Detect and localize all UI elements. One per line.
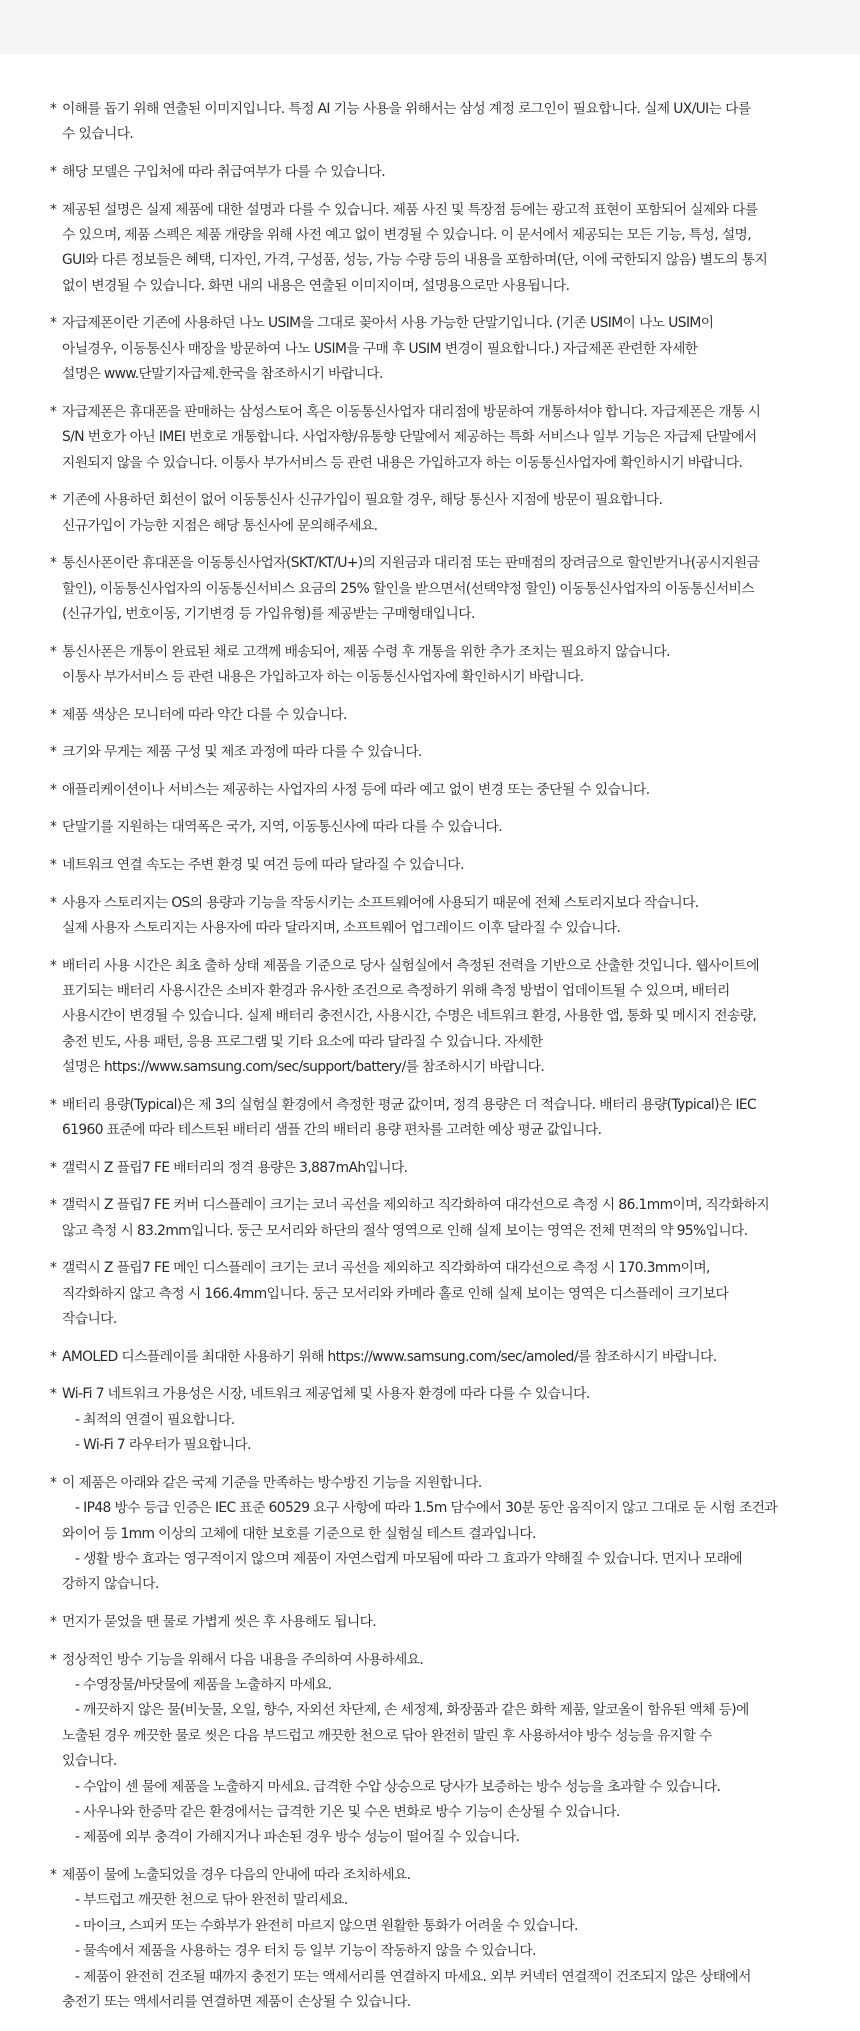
disclaimer-sub-item: - 깨끗하지 않은 물(비눗물, 오일, 향수, 자외선 차단제, 손 세정제, 화장품과 같은 화학 제품, 알코올이 함유된 액체 등)에 (75, 1702, 749, 1719)
disclaimer-note (0, 703, 860, 728)
disclaimer-line: * 제공된 설명은 실제 제품에 대한 설명과 다를 수 있습니다. 제품 사진 및 특장점 등에는 광고적 표현이 포함되어 실제와 다를 (62, 201, 758, 218)
disclaimer-line: 실제 사용자 스토리지는 사용자에 따라 달라지며, 소프트웨어 업그레이드 이후 달라질 수 있습니다. (62, 920, 621, 936)
disclaimer-note (0, 1863, 860, 2015)
disclaimer-line: 사용시간이 변경될 수 있습니다. 실제 배터리 충전시간, 사용시간, 수명은 네트워크 환경, 사용한 앱, 통화 및 메시지 전송량, (62, 1008, 757, 1025)
disclaimer-note (0, 160, 860, 185)
disclaimer-note (0, 1093, 860, 1144)
disclaimer-sub-item: - Wi-Fi 7 라우터가 필요합니다. (75, 1437, 251, 1454)
disclaimer-line: * 자급제폰은 휴대폰을 판매하는 삼성스토어 혹은 이동통신사업자 대리점에 방문하여 개통하셔야 합니다. 자급제폰은 개통 시 (62, 403, 761, 420)
disclaimer-line: 작습니다. (62, 1311, 117, 1328)
disclaimer-line: * 애플리케이션이나 서비스는 제공하는 사업자의 사정 등에 따라 예고 없이 변경 또는 중단될 수 있습니다. (62, 781, 650, 798)
disclaimer-line: * 통신사폰이란 휴대폰을 이동통신사업자(SKT/KT/U+)의 지원금과 대리점 또는 판매점의 장려금으로 할인받거나(공시지원금 (62, 555, 760, 572)
disclaimer-line: * 정상적인 방수 기능을 위해서 다음 내용을 주의하여 사용하세요. (62, 1651, 424, 1668)
disclaimer-sub-item: - 물속에서 제품을 사용하는 경우 터치 등 일부 기능이 작동하지 않을 수 있습니다. (75, 1943, 536, 1960)
top-band (0, 0, 860, 54)
disclaimer-line: * AMOLED 디스플레이를 최대한 사용하기 위해 https://www.samsung.com/sec/amoled/를 참조하시기 바랍니다. (62, 1348, 717, 1365)
disclaimer-note (0, 778, 860, 803)
disclaimer-note (0, 1382, 860, 1458)
disclaimer-line: * 기존에 사용하던 회선이 없어 이동통신사 신규가입이 필요할 경우, 해당 통신사 지점에 방문이 필요합니다. (62, 492, 663, 509)
disclaimer-note (0, 97, 860, 148)
disclaimer-note (0, 311, 860, 387)
disclaimer-sub-item: - 최적의 연결이 필요합니다. (75, 1411, 235, 1428)
disclaimer-line: 61960 표준에 따라 테스트된 배터리 샘플 간의 배터리 용량 편차를 고려한 예상 평균 값입니다. (62, 1122, 602, 1139)
disclaimer-line: 충전 빈도, 사용 패턴, 응용 프로그램 및 기타 요소에 따라 달라질 수 있습니다. 자세한 (62, 1033, 543, 1050)
disclaimer-sub-item: - 수영장물/바닷물에 제품을 노출하지 마세요. (75, 1677, 332, 1694)
disclaimer-note (0, 954, 860, 1081)
disclaimer-line: * 제품이 물에 노출되었을 경우 다음의 안내에 따라 조치하세요. (62, 1867, 411, 1884)
disclaimer-line: 않고 측정 시 83.2mm입니다. 둥근 모서리와 하단의 절삭 영역으로 인해 실제 보이는 영역은 전체 면적의 약 95%입니다. (62, 1222, 748, 1239)
disclaimer-note (0, 1610, 860, 1635)
disclaimer-note (0, 488, 860, 539)
disclaimer-sub-item: - 생활 방수 효과는 영구적이지 않으며 제품이 자연스럽게 마모됨에 따라 그 효과가 약해질 수 있습니다. 먼지나 모래에 (75, 1551, 742, 1568)
disclaimer-line: * 갤럭시 Z 플립7 FE 배터리의 정격 용량은 3,887mAh입니다. (62, 1159, 408, 1176)
disclaimer-list (0, 54, 860, 2016)
disclaimer-line: * 단말기를 지원하는 대역폭은 국가, 지역, 이동통신사에 따라 다를 수 있습니다. (62, 819, 502, 836)
disclaimer-note (0, 891, 860, 942)
disclaimer-line: * 갤럭시 Z 플립7 FE 커버 디스플레이 크기는 코너 곡선을 제외하고 직각화하여 대각선으로 측정 시 86.1mm이며, 직각화하지 (62, 1197, 770, 1214)
disclaimer-line: * 갤럭시 Z 플립7 FE 메인 디스플레이 크기는 코너 곡선을 제외하고 직각화하여 대각선으로 측정 시 170.3mm이며, (62, 1260, 710, 1277)
disclaimer-line: * 먼지가 묻었을 땐 물로 가볍게 씻은 후 사용해도 됩니다. (62, 1614, 377, 1631)
disclaimer-note (0, 198, 860, 300)
disclaimer-note (0, 640, 860, 691)
disclaimer-line: 할인), 이동통신사업자의 이동통신서비스 요금의 25% 할인을 받으면서(선택약정 할인) 이동통신사업자의 이동통신서비스 (62, 580, 755, 597)
disclaimer-line: 수 있으며, 제품 스펙은 제품 개량을 위해 사전 예고 없이 변경될 수 있습니다. 이 문서에서 제공되는 모든 기능, 특성, 설명, (62, 227, 752, 243)
disclaimer-line: * 배터리 사용 시간은 최초 출하 상태 제품을 기준으로 당사 실험실에서 측정된 전력을 기반으로 산출한 것입니다. 웹사이트에 (62, 957, 759, 974)
disclaimer-line: * 크기와 무게는 제품 구성 및 제조 과정에 따라 다를 수 있습니다. (62, 744, 422, 761)
disclaimer-line: 이통사 부가서비스 등 관련 내용은 가입하고자 하는 이동통신사업자에 확인하시기 바랍니다. (62, 669, 584, 686)
disclaimer-sub-item: - 마이크, 스피커 또는 수화부가 완전히 마르지 않으면 원활한 통화가 어려울 수 있습니다. (75, 1917, 578, 1934)
disclaimer-line: * 사용자 스토리지는 OS의 용량과 기능을 작동시키는 소프트웨어에 사용되기 때문에 전체 스토리지보다 작습니다. (62, 894, 699, 911)
disclaimer-note (0, 1345, 860, 1370)
disclaimer-sub-item: - 사우나와 한증막 같은 환경에서는 급격한 기온 및 수온 변화로 방수 기능이 손상될 수 있습니다. (75, 1804, 620, 1821)
disclaimer-line: 아닐경우, 이동통신사 매장을 방문하여 나노 USIM을 구매 후 USIM 변경이 필요합니다.) 자급제폰 관련한 자세한 (62, 340, 698, 357)
disclaimer-note (0, 815, 860, 840)
disclaimer-note (0, 1256, 860, 1332)
disclaimer-line: * 해당 모델은 구입처에 따라 취급여부가 다를 수 있습니다. (62, 164, 386, 180)
disclaimer-line: 직각화하지 않고 측정 시 166.4mm입니다. 둥근 모서리와 카메라 홀로 인해 실제 보이는 영역은 디스플레이 크기보다 (62, 1285, 729, 1302)
disclaimer-sub-item: - 제품이 완전히 건조될 때까지 충전기 또는 액세서리를 연결하지 마세요. 외부 커넥터 연결잭이 건조되지 않은 상태에서 (75, 1968, 751, 1985)
disclaimer-note (0, 1471, 860, 1598)
disclaimer-line: 수 있습니다. (62, 126, 134, 143)
disclaimer-sub-item: - 제품에 외부 충격이 가해지거나 파손된 경우 방수 성능이 떨어질 수 있습니다. (75, 1829, 520, 1846)
disclaimer-line: 없이 변경될 수 있습니다. 화면 내의 내용은 연출된 이미지이며, 설명용으로만 사용됩니다. (62, 277, 570, 294)
disclaimer-note (0, 1193, 860, 1244)
disclaimer-line: 강하지 않습니다. (62, 1576, 159, 1593)
disclaimer-line: * 자급제폰이란 기존에 사용하던 나노 USIM을 그대로 꽂아서 사용 가능한 단말기입니다. (기존 USIM이 나노 USIM이 (62, 315, 714, 332)
disclaimer-sub-item: - 부드럽고 깨끗한 천으로 닦아 완전히 말리세요. (75, 1892, 348, 1909)
disclaimer-sub-item: - IP48 방수 등급 인증은 IEC 표준 60529 요구 사항에 따라 1.5m 담수에서 30분 동안 움직이지 않고 그대로 둔 시험 조건과 (75, 1500, 778, 1517)
disclaimer-note (0, 740, 860, 765)
disclaimer-line: 지원되지 않을 수 있습니다. 이통사 부가서비스 등 관련 내용은 가입하고자 하는 이동통신사업자에 확인하시기 바랍니다. (62, 454, 743, 471)
disclaimer-line: * 배터리 용량(Typical)은 제 3의 실험실 환경에서 측정한 평균 값이며, 정격 용량은 더 적습니다. 배터리 용량(Typical)은 IEC (62, 1096, 757, 1113)
disclaimer-line: 있습니다. (62, 1753, 117, 1770)
disclaimer-sub-item: - 수압이 센 물에 제품을 노출하지 마세요. 급격한 수압 상승으로 당사가 보증하는 방수 성능을 초과할 수 있습니다. (75, 1778, 721, 1795)
disclaimer-note (0, 400, 860, 476)
disclaimer-line: * 네트워크 연결 속도는 주변 환경 및 여건 등에 따라 달라질 수 있습니다. (62, 857, 464, 873)
disclaimer-line: * 이해를 돕기 위해 연출된 이미지입니다. 특정 AI 기능 사용을 위해서는 삼성 계정 로그인이 필요합니다. 실제 UX/UI는 다를 (62, 101, 751, 117)
disclaimer-line: 충전기 또는 액세서리를 연결하면 제품이 손상될 수 있습니다. (62, 1994, 411, 2011)
disclaimer-line: 표기되는 배터리 사용시간은 소비자 환경과 유사한 조건으로 측정하기 위해 측정 방법이 업데이트될 수 있으며, 배터리 (62, 983, 730, 999)
disclaimer-line: GUI와 다른 정보들은 혜택, 디자인, 가격, 구성품, 성능, 가능 수량 등의 내용을 포함하며(단, 이에 국한되지 않음) 별도의 통지 (62, 252, 768, 269)
disclaimer-line: 신규가입이 가능한 지점은 해당 통신사에 문의해주세요. (62, 517, 378, 534)
disclaimer-line: S/N 번호가 아닌 IMEI 번호로 개통합니다. 사업자향/유통향 단말에서 제공하는 특화 서비스나 일부 기능은 자급제 단말에서 (62, 429, 757, 446)
disclaimer-note (0, 853, 860, 878)
disclaimer-line: * 통신사폰은 개통이 완료된 채로 고객께 배송되어, 제품 수령 후 개통을 위한 추가 조치는 필요하지 않습니다. (62, 643, 670, 660)
disclaimer-note (0, 1648, 860, 1851)
disclaimer-line: 설명은 https://www.samsung.com/sec/support/battery/를 참조하시기 바랍니다. (62, 1059, 545, 1076)
disclaimer-note (0, 1156, 860, 1181)
disclaimer-line: * Wi-Fi 7 네트워크 가용성은 시장, 네트워크 제공업체 및 사용자 환경에 따라 다를 수 있습니다. (62, 1386, 590, 1403)
disclaimer-line: 노출된 경우 깨끗한 물로 씻은 다음 부드럽고 깨끗한 천으로 닦아 완전히 말린 후 사용하셔야 방수 성능을 유지할 수 (62, 1727, 712, 1744)
disclaimer-line: 와이어 등 1mm 이상의 고체에 대한 보호를 기준으로 한 실험실 테스트 결과입니다. (62, 1525, 536, 1542)
disclaimer-line: 설명은 www.단말기자급제.한국을 참조하시기 바랍니다. (62, 366, 383, 383)
disclaimer-line: (신규가입, 번호이동, 기기변경 등 가입유형)를 제공받는 구매형태입니다. (62, 606, 475, 623)
disclaimer-note (0, 551, 860, 627)
disclaimer-line: * 이 제품은 아래와 같은 국제 기준을 만족하는 방수방진 기능을 지원합니다. (62, 1474, 482, 1491)
disclaimer-line: * 제품 색상은 모니터에 따라 약간 다를 수 있습니다. (62, 706, 347, 723)
